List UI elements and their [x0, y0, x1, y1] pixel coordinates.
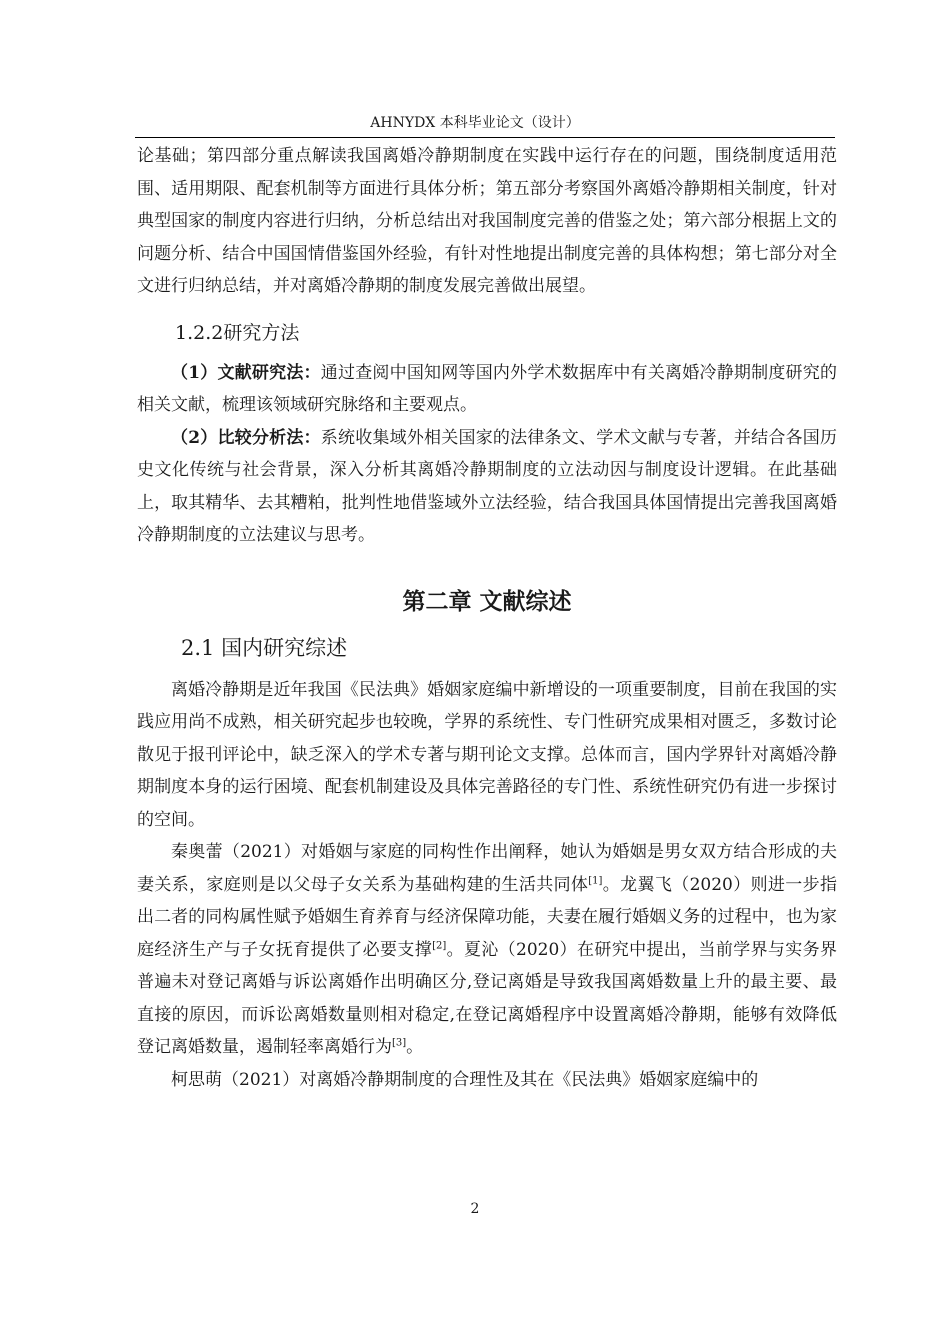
text-segment: 。龙翼飞（2020）则进一步指出二者的同构属性赋予婚姻生育养育与经济保障功能，夫妻在履行婚姻义务的过程中，也为家庭经济生产与子女抚育提供了必要支撑	[137, 874, 837, 960]
section-number: 2.1	[181, 635, 215, 660]
citation-ref-1[interactable]: [1]	[588, 874, 603, 886]
section-number: 1.2.2	[175, 321, 224, 344]
method-label-comparative: （2）比较分析法：	[171, 427, 321, 448]
citation-ref-2[interactable]: [2]	[432, 939, 447, 951]
paragraph-review-ke: 柯思萌（2021）对离婚冷静期制度的合理性及其在《民法典》婚姻家庭编中的	[171, 1069, 759, 1090]
page-body	[137, 140, 837, 1096]
paragraph-review-scholars	[137, 836, 837, 1064]
section-heading-research-methods	[175, 313, 837, 353]
method-text-comparative: 系统收集域外相关国家的法律条文、学术文献与专著，并结合各国历史文化传统与社会背景，深入分析其离婚冷静期制度的立法动因与制度设计逻辑。在此基础上，取其精华、去其糟粕，批判性地借鉴域外立法经验，结合我国具体国情提出完善我国离婚冷静期制度的立法建议与思考。	[137, 427, 837, 545]
paragraph-comparative-method	[137, 422, 837, 552]
text-segment: 秦奥蕾（2021）对婚姻与家庭的同构性作出阐释，她认为婚姻是男女双方结合形成的夫妻关系，家庭则是以父母子女关系为基础构建的生活共同体	[137, 842, 837, 895]
citation-ref-3[interactable]: [3]	[392, 1037, 407, 1049]
section-title: 国内研究综述	[221, 635, 348, 660]
page-number: 2	[470, 1201, 480, 1217]
chapter-title: 第二章 文献综述	[402, 588, 572, 615]
paragraph-review-intro: 离婚冷静期是近年我国《民法典》婚姻家庭编中新增设的一项重要制度，目前在我国的实践应用尚不成熟，相关研究起步也较晚，学界的系统性、专门性研究成果相对匮乏，多数讨论散见于报刊评论中，缺乏深入的学术专著与期刊论文支撑。总体而言，国内学界针对离婚冷静期制度本身的运行困境、配套机制建设及具体完善路径的专门性、系统性研究仍有进一步探讨的空间。	[137, 679, 837, 830]
text-segment: 。夏沁（2020）在研究中提出，当前学界与实务界普遍未对登记离婚与诉讼离婚作出明确区分,登记离婚是导致我国离婚数量上升的最主要、最直接的原因，而诉讼离婚数量则相对稳定,在登记离婚程序中设置离婚冷静期，能够有效降低登记离婚数量，遏制轻率离婚行为	[137, 939, 838, 1057]
section-title: 研究方法	[223, 321, 300, 344]
header-divider	[135, 137, 835, 138]
running-header: AHNYDX 本科毕业论文（设计）	[370, 115, 580, 131]
paragraph-structure-continued: 论基础；第四部分重点解读我国离婚冷静期制度在实践中运行存在的问题，围绕制度适用范围、适用期限、配套机制等方面进行具体分析；第五部分考察国外离婚冷静期相关制度，针对典型国家的制度内容进行归纳，分析总结出对我国制度完善的借鉴之处；第六部分根据上文的问题分析、结合中国国情借鉴国外经验，有针对性地提出制度完善的具体构想；第七部分对全文进行归纳总结，并对离婚冷静期的制度发展完善做出展望。	[137, 146, 837, 296]
method-label-literature: （1）文献研究法：	[171, 362, 321, 383]
section-heading-domestic-review	[181, 628, 837, 668]
text-segment: 。	[406, 1037, 424, 1057]
method-text-literature: 通过查阅中国知网等国内外学术数据库中有关离婚冷静期制度研究的相关文献，梳理该领域研究脉络和主要观点。	[137, 362, 837, 415]
paragraph-literature-method	[137, 357, 837, 422]
